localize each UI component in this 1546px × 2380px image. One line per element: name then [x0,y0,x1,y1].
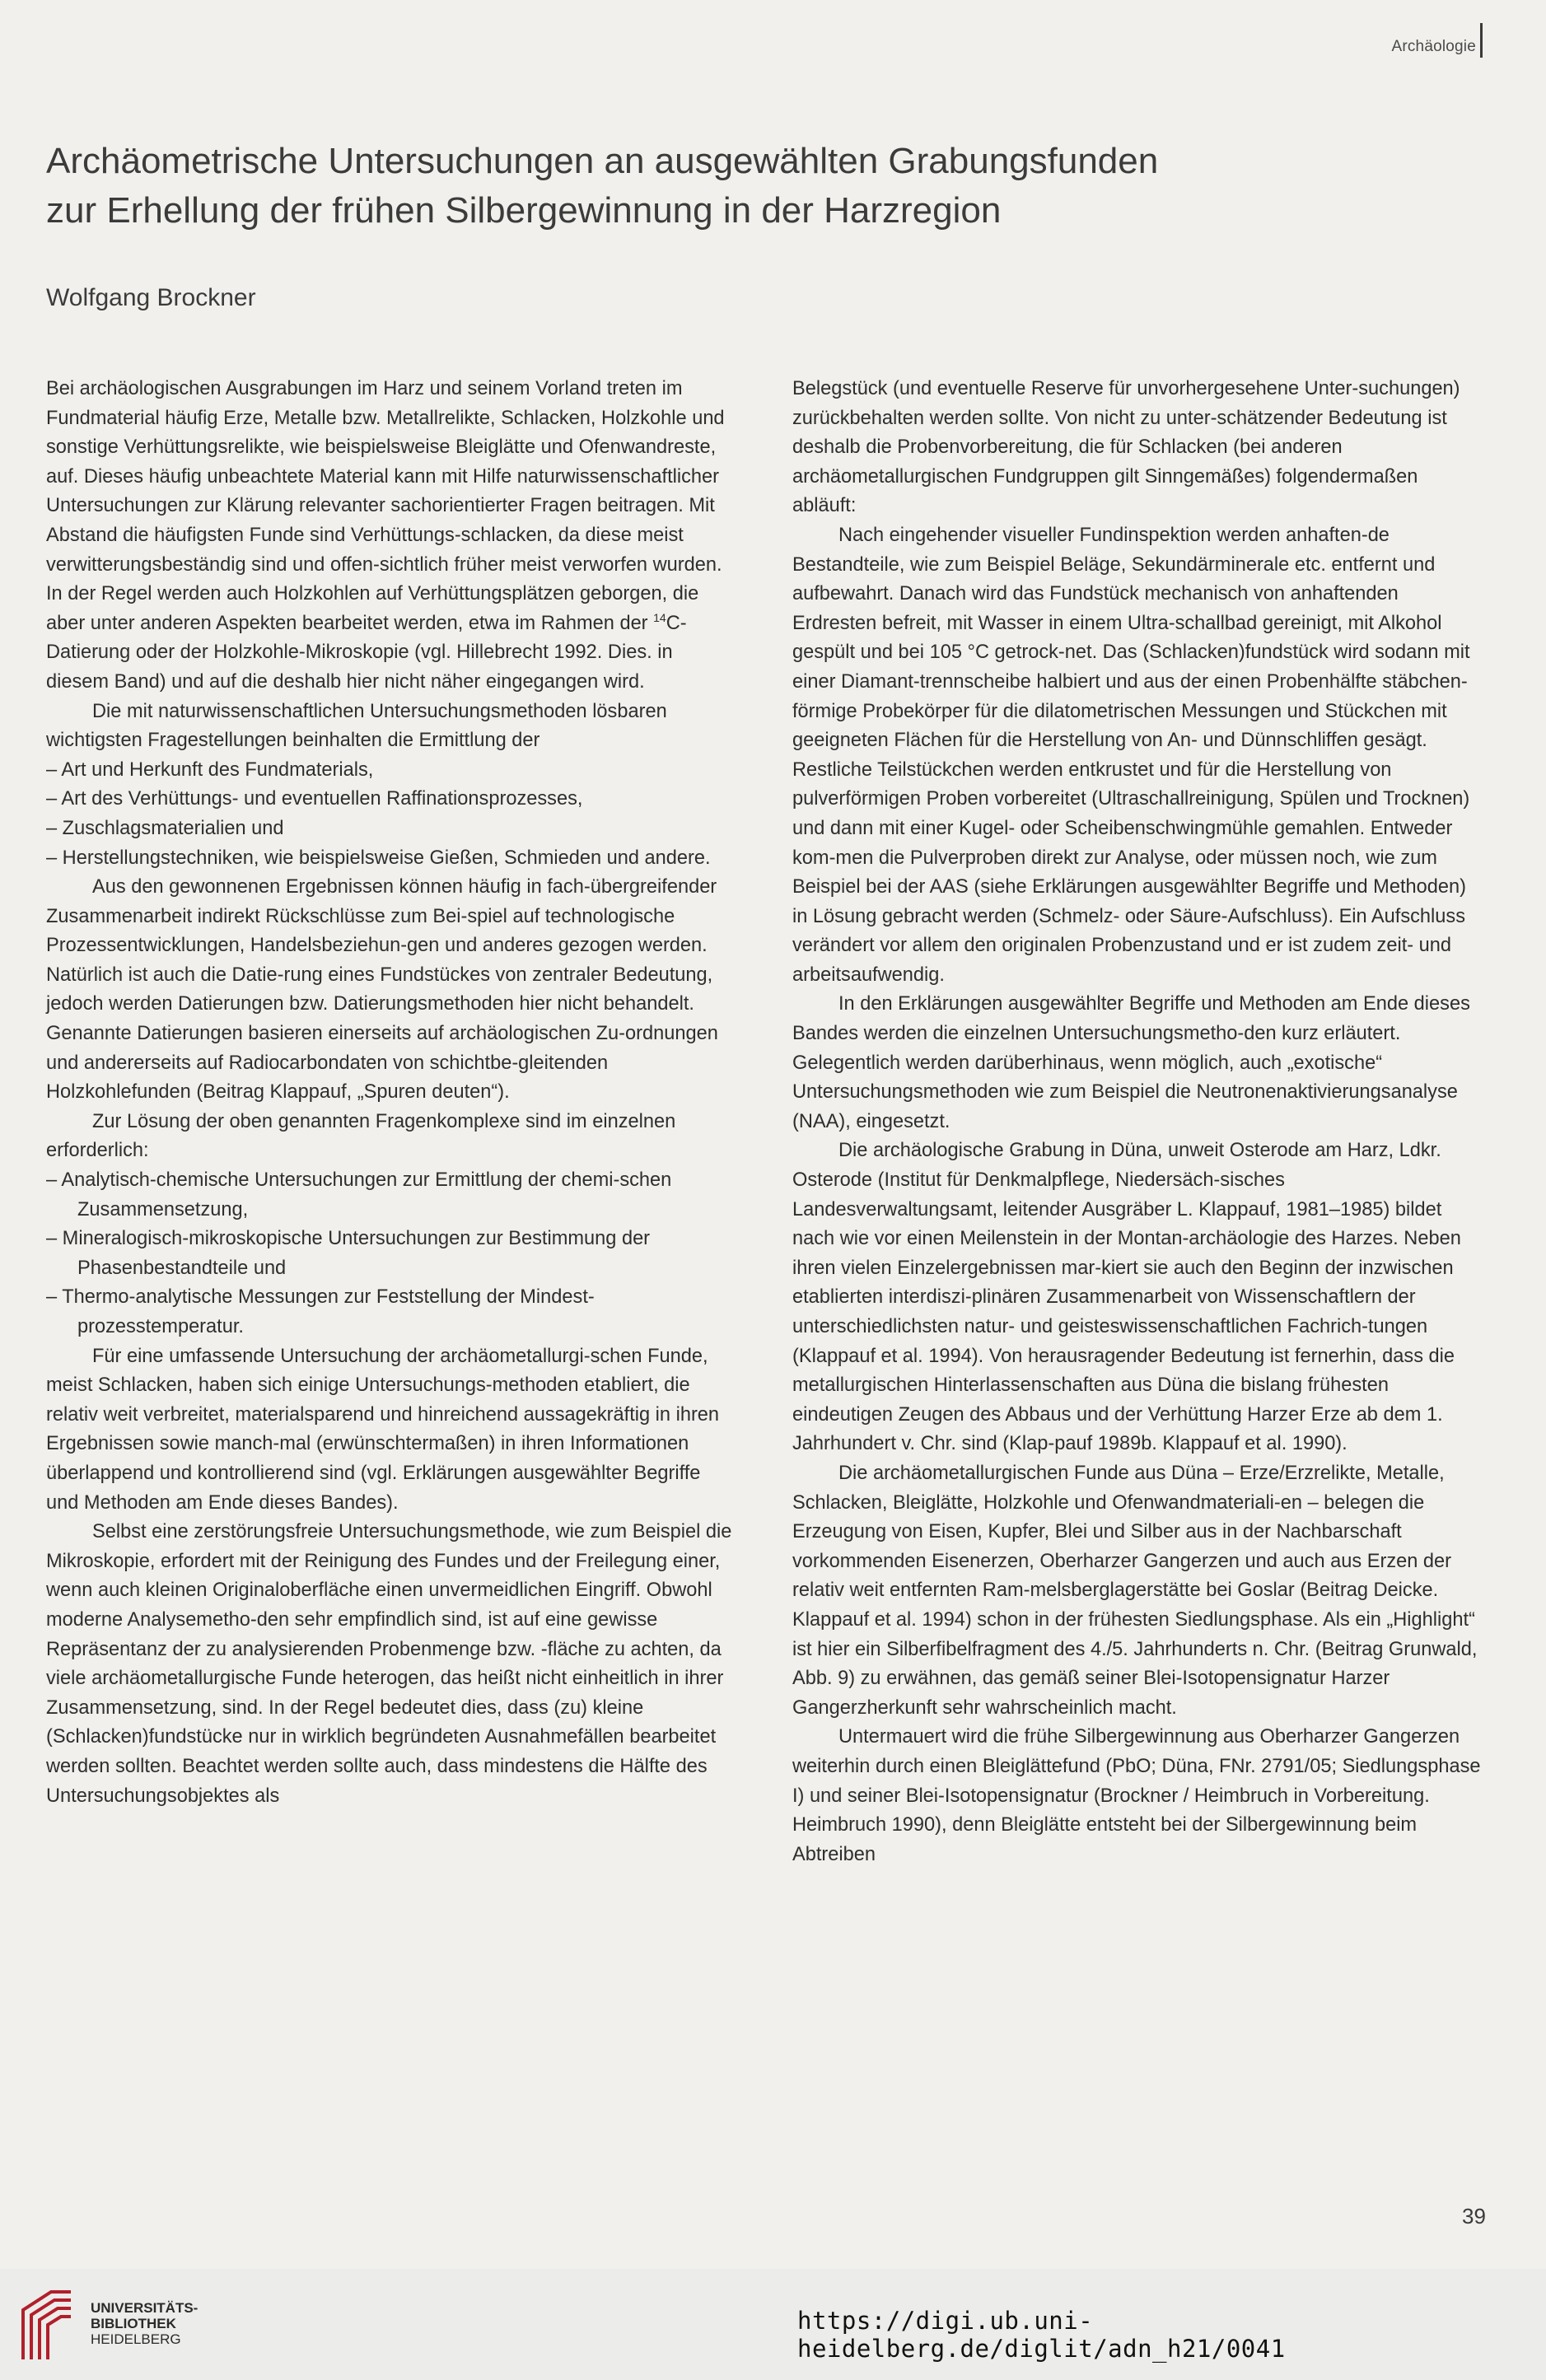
source-url-link[interactable]: https://digi.ub.uni-heidelberg.de/diglit/adn_h21/0041 [797,2307,1286,2363]
paragraph: In den Erklärungen ausgewählter Begriffe und Methoden am Ende dieses Bandes werden die einzelnen Untersuchungsmetho-den kurz erläutert. Gelegentlich werden darüberhinaus, wenn möglich, auch „exotische“ Untersuchungsmethoden wie zum Beispiel die Neutronenaktivierungsanalyse (NAA), eingesetzt. [792,993,1470,1132]
article-author: Wolfgang Brockner [46,284,256,311]
paragraph: Die archäologische Grabung in Düna, unweit Osterode am Harz, Ldkr. Osterode (Institut für Denkmalpflege, Niedersäch-sisches Landesverwaltungsamt, leitender Ausgräber L. Klappauf, 1981–1985) bildet nach wie vor einen Meilenstein in der Montan-archäologie des Harzes. Neben ihren vielen Einzelergebnissen mar-kiert sie auch den Beginn der inzwischen etablierten interdiszi-plinären Zusammenarbeit von Wissenschaftlern der unterschiedlichsten natur- und geisteswissenschaftlichen Fachrich-tungen (Klappauf et al. 1994). Von herausragender Bedeutung ist fernerhin, dass die metallurgischen Hinterlassenschaften aus Düna die bislang frühesten eindeutigen Zeugen des Abbaus und der Verhüttung Harzer Erze ab dem 1. Jahrhundert v. Chr. sind (Klap-pauf 1989b. Klappauf et al. 1990). [792,1140,1461,1455]
list-item: – Herstellungstechniken, wie beispielsweise Gießen, Schmieden und andere. [46,847,711,869]
paragraph: Selbst eine zerstörungsfreie Untersuchungsmethode, wie zum Beispiel die Mikroskopie, erfordert mit der Reinigung des Fundes und der Freilegung einer, wenn auch kleinen Originaloberfläche einen unvermeidlichen Eingriff. Obwohl moderne Analysemetho-den sehr empfindlich sind, ist auf eine gewisse Repräsentanz der zu analysierenden Probenmenge bzw. -fläche zu achten, da viele archäometallurgische Funde heterogen, das heißt nicht einheitlich in ihrer Zusammensetzung, sind. In der Regel bedeutet dies, dass (zu) kleine (Schlacken)fundstücke nur in wirklich begründeten Ausnahmefällen bearbeitet werden sollten. Beachtet werden sollte auch, dass mindestens die Hälfte des Untersuchungsobjektes als [46,1521,732,1807]
paragraph: Untermauert wird die frühe Silbergewinnung aus Oberharzer Gangerzen weiterhin durch einen Bleiglättefund (PbO; Düna, FNr. 2791/05; Siedlungsphase I) und seiner Blei-Isotopensignatur (Brockner / Heimbruch in Vorbereitung. Heimbruch 1990), denn Bleiglätte entsteht bei der Silbergewinnung beim Abtreiben [792,1726,1481,1865]
paragraph: Nach eingehender visueller Fundinspektion werden anhaften-de Bestandteile, wie zum Beispiel Beläge, Sekundärminerale etc. entfernt und aufbewahrt. Danach wird das Fundstück mechanisch von anhaftenden Erdresten befreit, mit Wasser in einem Ultra-schallbad gereinigt, mit Alkohol gespült und bei 105 °C getrock-net. Das (Schlacken)fundstück wird sodann mit einer Diamant-trennscheibe halbiert und aus der einen Probenhälfte stäbchen-förmige Probekörper für die dilatometrischen Messungen und Stückchen mit geeigneten Flächen für die Herstellung von An- und Dünnschliffen gesägt. Restliche Teilstückchen werden entkrustet und für die Herstellung von pulverförmigen Proben vorbereitet (Ultraschallreinigung, Spülen und Trocknen) und dann mit einer Kugel- oder Scheibenschwingmühle gemahlen. Entweder kom-men die Pulverproben direkt zur Analyse, oder müssen noch, wie zum Beispiel bei der AAS (siehe Erklärungen ausgewählter Begriffe und Methoden) in Lösung gebracht werden (Schmelz- oder Säure-Aufschluss). Ein Aufschluss verändert vor allem den originalen Probenzustand und er ist zudem zeit- und arbeitsaufwendig. [792,524,1470,986]
title-line-1: Archäometrische Untersuchungen an ausgewählten Grabungsfunden [46,141,1159,181]
list-item: – Thermo-analytische Messungen zur Feststellung der Mindest-prozesstemperatur. [46,1286,595,1337]
list-item: – Zuschlagsmaterialien und [46,817,284,839]
list-item: – Art des Verhüttungs- und eventuellen Raffinationsprozesses, [46,788,583,810]
paragraph: Belegstück (und eventuelle Reserve für unvorhergesehene Unter-suchungen) zurückbehalten werden sollte. Von nicht zu unter-schätzender Bedeutung ist deshalb die Probenvorbereitung, die für Schlacken (bei anderen archäometallurgischen Fundgruppen gilt Sinngemäßes) folgendermaßen abläuft: [792,378,1460,517]
library-logo-icon [18,2285,76,2364]
right-column [792,375,1484,1869]
superscript: 14 [653,610,666,624]
section-label: Archäologie [1391,38,1476,55]
list-item: – Mineralogisch-mikroskopische Untersuchungen zur Bestimmung der Phasenbestandteile und [46,1228,651,1279]
paragraph: Die mit naturwissenschaftlichen Untersuchungsmethoden lösbaren wichtigsten Fragestellungen beinhalten die Ermittlung der [46,700,667,752]
paragraph: Aus den gewonnenen Ergebnissen können häufig in fach-übergreifender Zusammenarbeit indirekt Rückschlüsse zum Bei-spiel auf technologische Prozessentwicklungen, Handelsbeziehun-gen und anderes gezogen werden. Natürlich ist auch die Datie-rung eines Fundstückes von zentraler Bedeutung, jedoch werden Datierungen bzw. Datierungsmethoden hier nicht behandelt. Genannte Datierungen basieren einerseits auf archäologischen Zu-ordnungen und andererseits auf Radiocarbondaten von schichtbe-gleitenden Holzkohlefunden (Beitrag Klappauf, „Spuren deuten“). [46,876,718,1104]
page-number: 39 [1462,2204,1486,2228]
paragraph: Bei archäologischen Ausgrabungen im Harz und seinem Vorland treten im Fundmaterial häufig Erze, Metalle bzw. Metallrelikte, Schlacken, Holzkohle und sonstige Verhüttungsrelikte, wie beispielsweise Bleiglätte und Ofenwandreste, auf. Dieses häufig unbeachtete Material kann mit Hilfe naturwissenschaftlicher Untersuchungen zur Klärung relevanter sachorientierter Fragen beitragen. Mit Abstand die häufigsten Funde sind Verhüttungs-schlacken, da diese meist verwitterungsbeständig sind und offen-sichtlich früher meist verworfen wurden. In der Regel werden auch Holzkohlen auf Verhüttungsplätzen geborgen, die aber unter anderen Aspekten bearbeitet werden, etwa im Rahmen der $^{14}$C-Datierung oder der Holzkohle-Mikroskopie (vgl. Hillebrecht 1992. Dies. in diesem Band) und auf die deshalb hier nicht näher eingegangen wird. [46,378,725,693]
article-title [46,137,1397,236]
list-item: – Art und Herkunft des Fundmaterials, [46,758,374,781]
paragraph: Für eine umfassende Untersuchung der archäometallurgi-schen Funde, meist Schlacken, haben sich einige Untersuchungs-methoden etabliert, die relativ weit verbreitet, materialsparend und hinreichend aussagekräftig in ihren Ergebnissen sowie manch-mal (erwünschtermaßen) in ihren Informationen überlappend und kontrollierend sind (vgl. Erklärungen ausgewählter Begriffe und Methoden am Ende dieses Bandes). [46,1345,720,1514]
paragraph: Zur Lösung der oben genannten Fragenkomplexe sind im einzelnen erforderlich: [46,1110,676,1162]
title-line-2: zur Erhellung der frühen Silbergewinnung in der Harzregion [46,190,1002,231]
list-item: – Analytisch-chemische Untersuchungen zur Ermittlung der chemi-schen Zusammensetzung, [46,1169,672,1220]
paragraph: Die archäometallurgischen Funde aus Düna – Erze/Erzrelikte, Metalle, Schlacken, Bleiglätte, Holzkohle und Ofenwandmateriali-en – belegen die Erzeugung von Eisen, Kupfer, Blei und Silber aus in der Nachbarschaft vorkommenden Eisenerzen, Oberharzer Gangerzen und auch aus Erzen der relativ weit entfernten Ram-melsberglagerstätte bei Goslar (Beitrag Deicke. Klappauf et al. 1994) schon in der frühesten Siedlungsphase. Als ein „Highlight“ ist hier ein Silberfibelfragment des 4./5. Jahrhunderts n. Chr. (Beitrag Grunwald, Abb. 9) zu erwähnen, das gemäß seiner Blei-Isotopensignatur Harzer Gangerzherkunft sehr wahrscheinlich macht. [792,1462,1478,1719]
left-column [46,375,738,1811]
section-divider [1480,23,1483,58]
library-name: UNIVERSITÄTS- BIBLIOTHEK HEIDELBERG [91,2300,199,2347]
library-footer [0,2269,1546,2380]
